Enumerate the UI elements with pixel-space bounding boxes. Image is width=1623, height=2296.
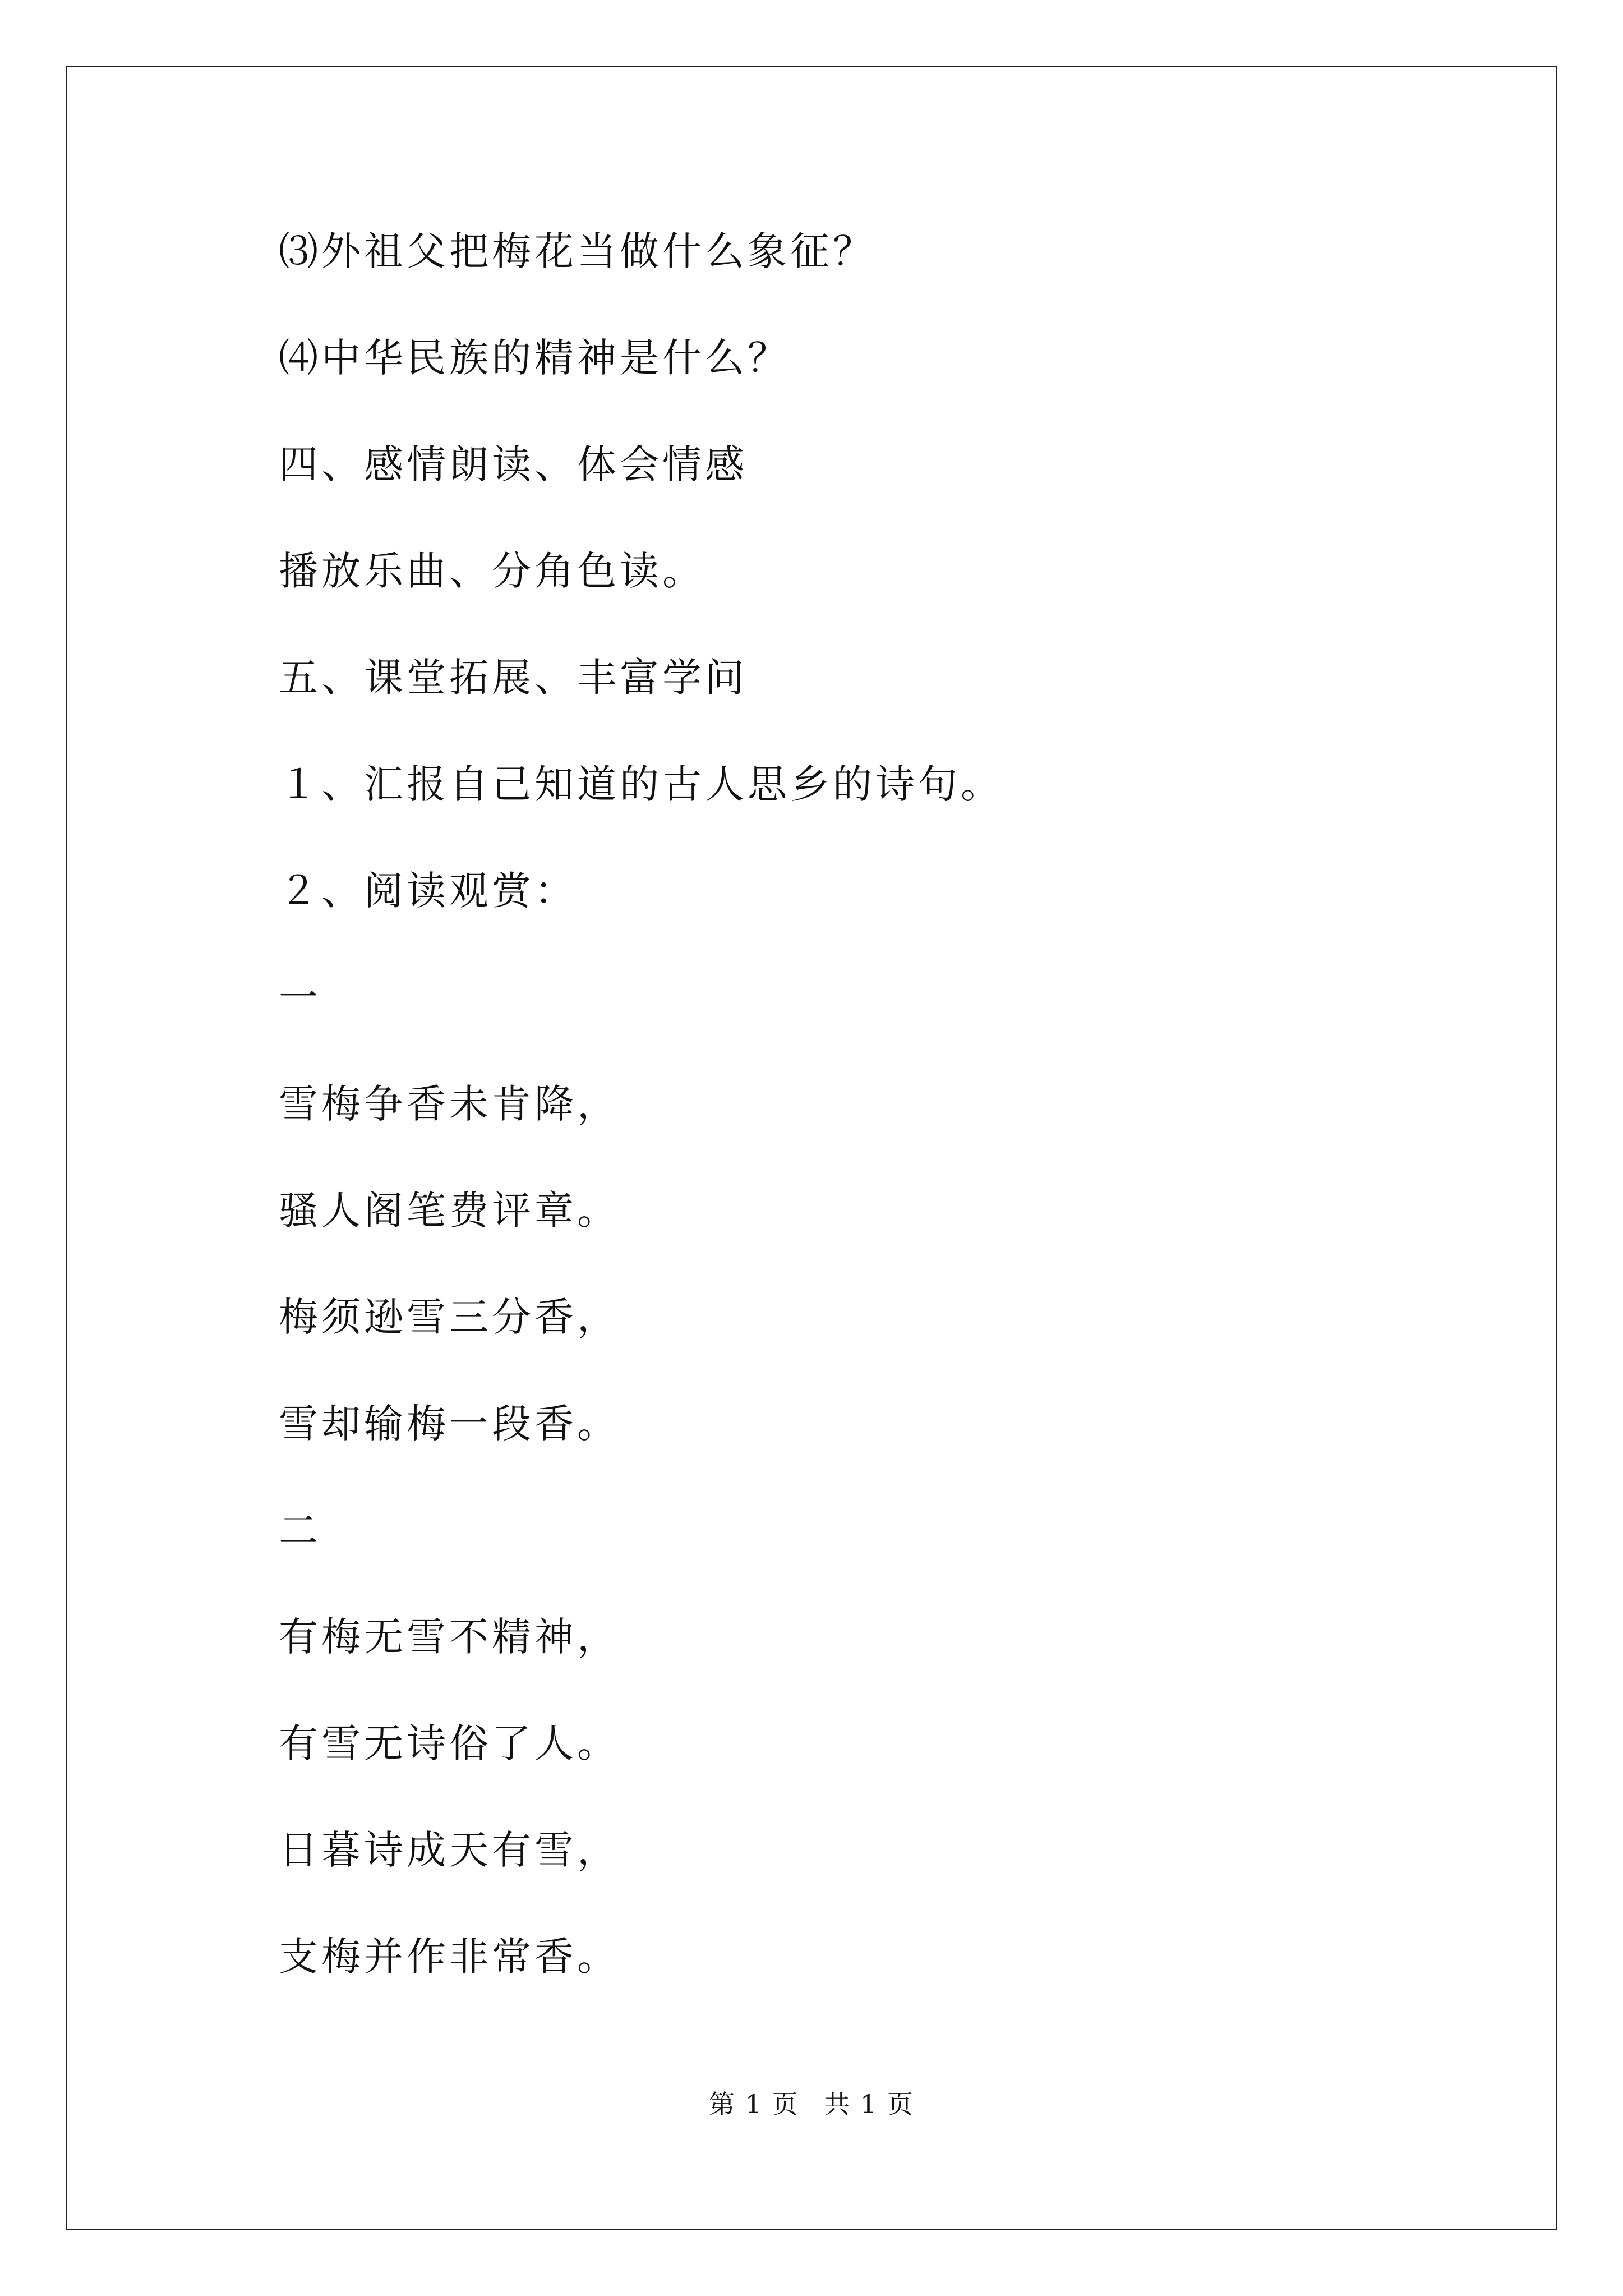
poem-1-line-3: 梅须逊雪三分香， [279, 1294, 620, 1340]
section-heading-5: 五、课堂拓展、丰富学问 [279, 655, 748, 701]
poem-2-line-1: 有梅无雪不精神， [279, 1614, 620, 1660]
list-item-1: １、汇报自己知道的古人思乡的诗句。 [279, 761, 1003, 807]
poem-2-number: 二 [279, 1507, 321, 1553]
document-body [279, 223, 1513, 2035]
question-4: ⑷中华民族的精神是什么？ [279, 335, 790, 381]
poem-1-line-2: 骚人阁笔费评章。 [279, 1188, 620, 1234]
paragraph: 播放乐曲、分角色读。 [279, 548, 705, 594]
question-3: ⑶外祖父把梅花当做什么象征？ [279, 228, 875, 274]
list-item-2: ２、阅读观赏： [279, 868, 577, 914]
poem-1-line-1: 雪梅争香未肯降， [279, 1081, 620, 1127]
page-total: 共 1 页 [824, 2089, 914, 2119]
poem-2-line-2: 有雪无诗俗了人。 [279, 1720, 620, 1766]
section-heading-4: 四、感情朗读、体会情感 [279, 441, 748, 487]
poem-1-line-4: 雪却输梅一段香。 [279, 1401, 620, 1447]
page-footer [0, 2084, 1623, 2121]
poem-2-line-4: 支梅并作非常香。 [279, 1934, 620, 1980]
page-number: 第 1 页 [709, 2089, 799, 2119]
poem-2-line-3: 日暮诗成天有雪， [279, 1827, 620, 1873]
poem-1-number: 一 [279, 974, 321, 1020]
